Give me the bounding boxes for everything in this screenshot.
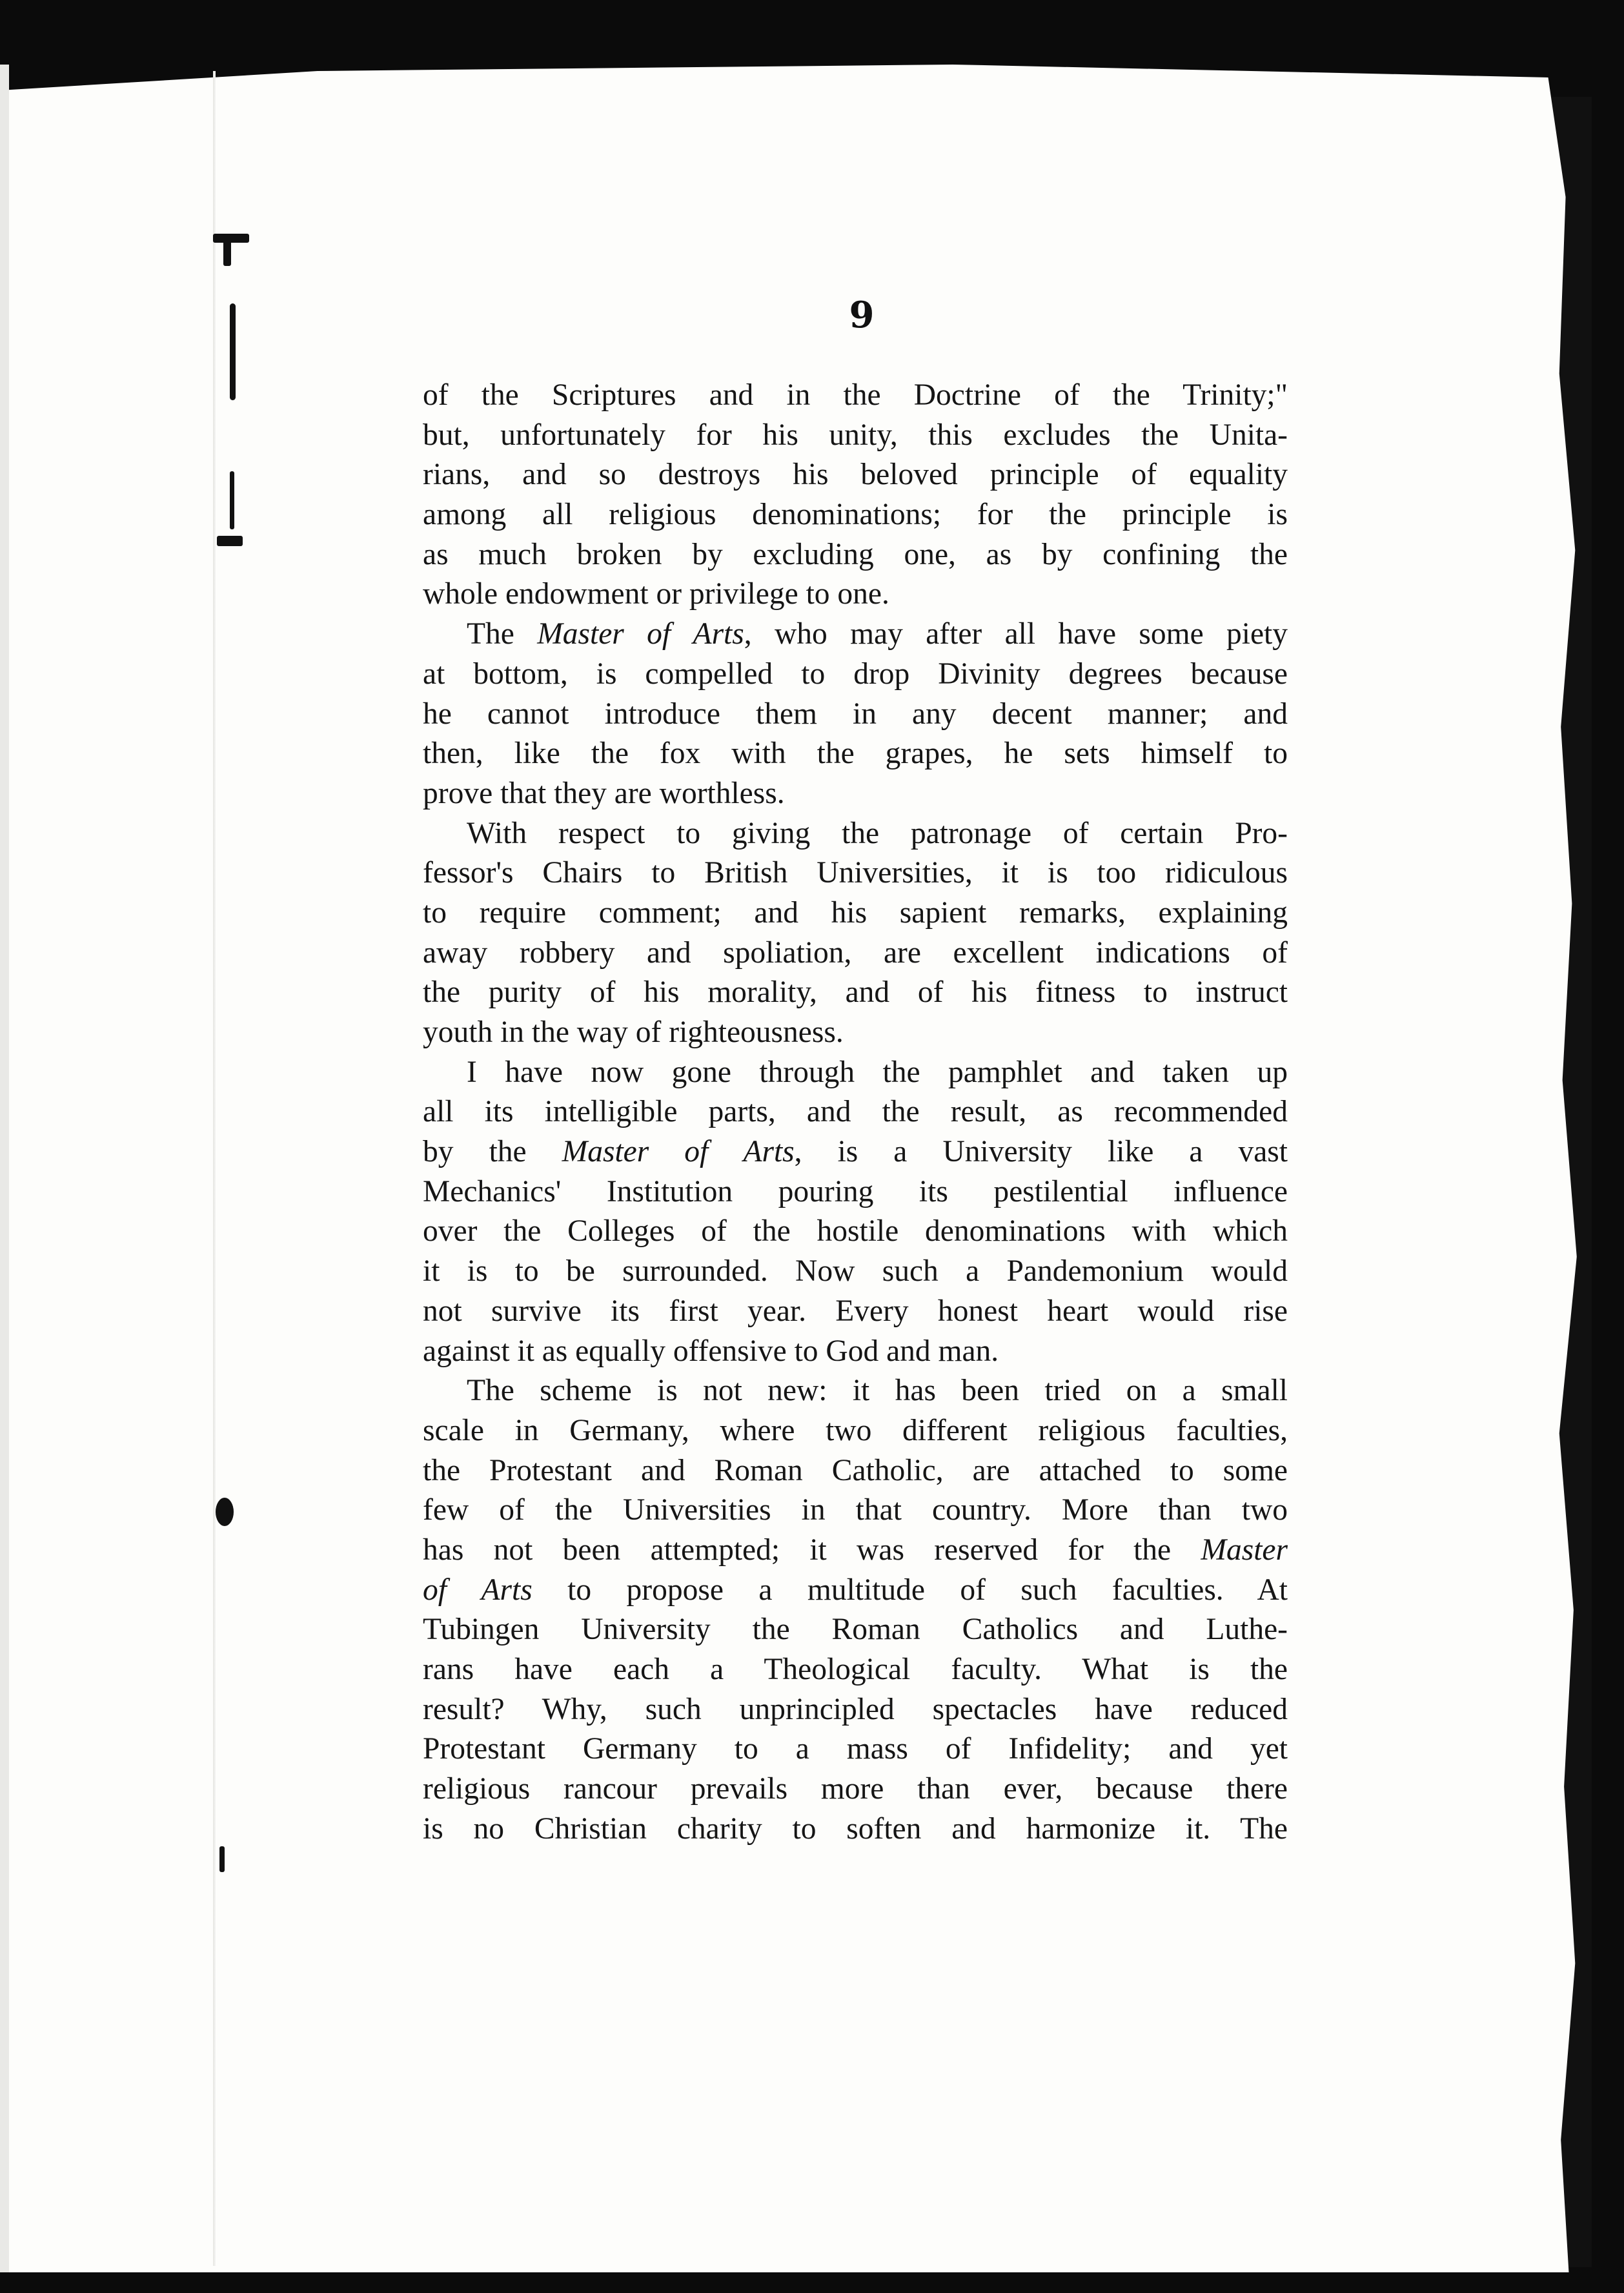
text-line: result? Why, such unprincipled spectacles have reduced <box>423 1692 1288 1726</box>
binding-stitch-mark <box>223 234 231 266</box>
text-line: The Master of Arts, who may after all have some piety <box>467 617 1288 651</box>
text-line: the purity of his morality, and of his fitness to instruct <box>423 975 1288 1010</box>
text-line: of Arts to propose a multitude of such faculties. At <box>423 1573 1288 1607</box>
binding-stitch-mark <box>217 536 243 546</box>
text-line: With respect to giving the patronage of certain Pro- <box>467 816 1288 850</box>
text-line: not survive its first year. Every honest heart would rise <box>423 1294 1288 1328</box>
text-line: then, like the fox with the grapes, he sets himself to <box>423 737 1288 771</box>
text-line: of the Scriptures and in the Doctrine of the Trinity;" <box>423 378 1288 412</box>
text-line: prove that they are worthless. <box>423 776 785 810</box>
binding-stitch-mark <box>216 1498 234 1526</box>
text-line: by the Master of Arts, is a University like a vast <box>423 1135 1288 1169</box>
scan-background-right <box>1592 0 1624 2293</box>
binding-stitch-mark <box>230 471 234 529</box>
binding-stitch-mark <box>219 1846 225 1872</box>
body-text <box>423 376 1288 1849</box>
facing-page-edge <box>0 65 9 2272</box>
text-line: he cannot introduce them in any decent manner; and <box>423 697 1288 731</box>
text-line: few of the Universities in that country. More than two <box>423 1493 1288 1527</box>
text-line: whole endowment or privilege to one. <box>423 577 889 611</box>
text-line: away robbery and spoliation, are excellent indications of <box>423 935 1288 970</box>
binding-fold <box>213 71 216 2266</box>
text-line: scale in Germany, where two different religious faculties, <box>423 1413 1288 1447</box>
text-line: against it as equally offensive to God and man. <box>423 1334 999 1368</box>
text-line: over the Colleges of the hostile denominations with which <box>423 1214 1288 1248</box>
text-line: rans have each a Theological faculty. What is the <box>423 1653 1288 1686</box>
text-line: at bottom, is compelled to drop Divinity degrees because <box>423 657 1288 691</box>
text-line: fessor's Chairs to British Universities, it is too ridiculous <box>423 856 1288 890</box>
text-line: rians, and so destroys his beloved principle of equality <box>423 458 1288 492</box>
text-line: Protestant Germany to a mass of Infidelity; and yet <box>423 1732 1288 1766</box>
binding-stitch-mark <box>230 303 236 400</box>
text-line: Mechanics' Institution pouring its pestilential influence <box>423 1174 1288 1208</box>
text-line: Tubingen University the Roman Catholics and Luthe- <box>423 1613 1288 1647</box>
text-line: the Protestant and Roman Catholic, are attached to some <box>423 1453 1288 1487</box>
text-line: I have now gone through the pamphlet and taken up <box>467 1055 1288 1089</box>
text-line: but, unfortunately for his unity, this excludes the Unita- <box>423 418 1288 452</box>
text-line: all its intelligible parts, and the result, as recommended <box>423 1095 1288 1129</box>
page-number: 9 <box>849 294 875 336</box>
text-line: as much broken by excluding one, as by confining the <box>423 537 1288 571</box>
text-line: among all religious denominations; for the principle is <box>423 498 1288 532</box>
text-line: has not been attempted; it was reserved for the Master <box>423 1533 1288 1567</box>
text-line: it is to be surrounded. Now such a Pandemonium would <box>423 1254 1288 1289</box>
text-line: religious rancour prevails more than ever, because there <box>423 1772 1288 1806</box>
text-line: is no Christian charity to soften and harmonize it. The <box>423 1811 1288 1846</box>
text-line: The scheme is not new: it has been tried on a small <box>467 1374 1288 1408</box>
binding-stitch-mark <box>213 234 249 243</box>
text-line: youth in the way of righteousness. <box>423 1015 844 1049</box>
text-line: to require comment; and his sapient remarks, explaining <box>423 895 1288 930</box>
